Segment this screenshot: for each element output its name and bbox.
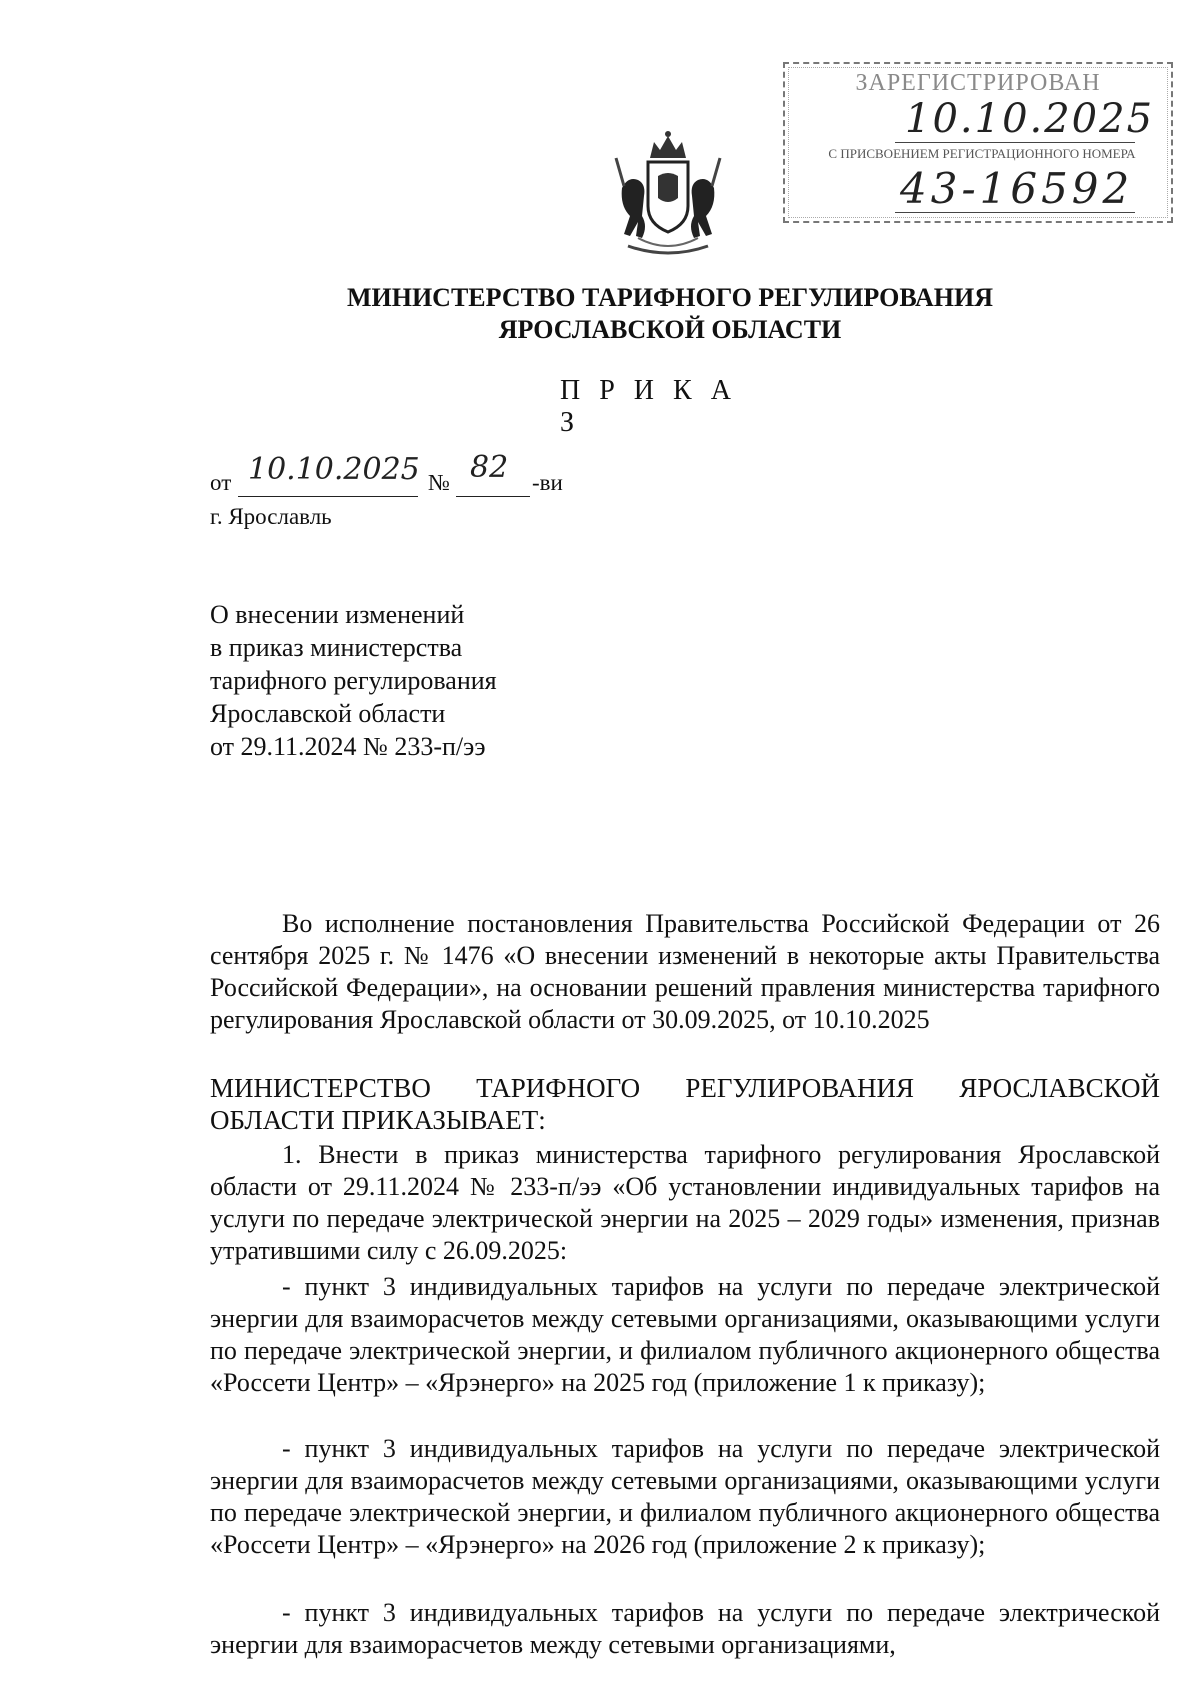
order-suffix: -ви: [532, 470, 563, 495]
order-city: г. Ярославль: [210, 504, 332, 529]
stamp-date: 10.10.2025: [905, 96, 1155, 142]
bullet-paragraph-1: - пункт 3 индивидуальных тарифов на услуги по передаче электрической энергии для взаиморасчетов между сетевыми организациями, оказывающими услуги по передаче электрической энергии, и филиалом публичного акционерного общества «Россети Центр» – «Ярэнерго» на 2025 год (приложение 1 к приказу);: [210, 1272, 1160, 1397]
bullet-paragraph-2: - пункт 3 индивидуальных тарифов на услуги по передаче электрической энергии для взаиморасчетов между сетевыми организациями, оказывающими услуги по передаче электрической энергии, и филиалом публичного акционерного общества «Россети Центр» – «Ярэнерго» на 2026 год (приложение 2 к приказу);: [210, 1434, 1160, 1559]
order-subject: [210, 598, 497, 763]
order-date: 10.10.2025: [248, 452, 420, 487]
order-number-field: [456, 448, 530, 497]
order-from-label: от: [210, 470, 232, 495]
stamp-title: ЗАРЕГИСТРИРОВАН: [855, 70, 1101, 96]
preamble-paragraph: Во исполнение постановления Правительства Российской Федерации от 26 сентября 2025 г. № 1476 «О внесении изменений в некоторые акты Правительства Российской Федерации», на основании решений правления министерства тарифного регулирования Ярославской области от 30.09.2025, от 10.10.2025: [210, 909, 1160, 1034]
ministry-line-2: ЯРОСЛАВСКОЙ ОБЛАСТИ: [498, 315, 842, 344]
orders-heading: МИНИСТЕРСТВО ТАРИФНОГО РЕГУЛИРОВАНИЯ ЯРОСЛАВСКОЙ ОБЛАСТИ ПРИКАЗЫВАЕТ:: [210, 1073, 1160, 1135]
stamp-subtitle: С ПРИСВОЕНИЕМ РЕГИСТРАЦИОННОГО НОМЕРА: [828, 146, 1136, 161]
subject-line: в приказ министерства: [210, 633, 463, 662]
document-type: П Р И К А З: [560, 375, 737, 438]
ministry-line-1: МИНИСТЕРСТВО ТАРИФНОГО РЕГУЛИРОВАНИЯ: [346, 283, 994, 312]
subject-line: О внесении изменений: [210, 600, 465, 629]
registration-stamp: [783, 62, 1173, 223]
item-1-paragraph: 1. Внести в приказ министерства тарифного регулирования Ярославской области от 29.11.2024 № 233-п/ээ «Об установлении индивидуальных тарифов на услуги по передаче электрической энергии на 2025 – 2029 годы» изменения, признав утратившими силу с 26.09.2025:: [210, 1140, 1160, 1265]
order-number: 82: [470, 450, 509, 485]
subject-line: Ярославской области: [210, 699, 446, 728]
stamp-divider: [895, 142, 1135, 143]
coat-of-arms-icon: [608, 128, 728, 260]
stamp-divider: [895, 212, 1135, 213]
order-number-label: №: [428, 470, 450, 495]
stamp-number: 43-16592: [900, 164, 1134, 213]
subject-line: от 29.11.2024 № 233-п/ээ: [210, 732, 486, 761]
ministry-name: [300, 282, 1040, 346]
order-date-field: [238, 448, 418, 497]
bullet-paragraph-3: - пункт 3 индивидуальных тарифов на услуги по передаче электрической энергии для взаиморасчетов между сетевыми организациями,: [210, 1598, 1160, 1659]
subject-line: тарифного регулирования: [210, 666, 497, 695]
